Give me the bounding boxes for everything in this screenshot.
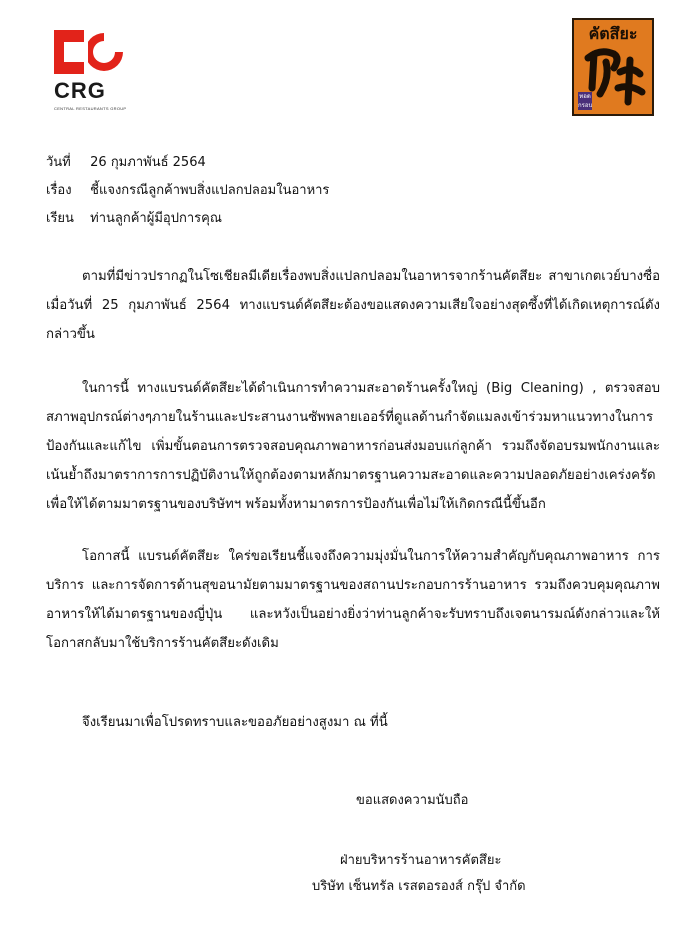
paragraph-4-text: จึงเรียนมาเพื่อโปรดทราบและขออภัยอย่างสูงมา ณ ที่นี้ xyxy=(82,715,388,730)
crg-logo xyxy=(48,30,128,120)
crg-logo-mark xyxy=(54,30,124,74)
date-line xyxy=(46,154,206,172)
paragraph-1 xyxy=(46,262,660,349)
date-label: วันที่ xyxy=(46,155,71,170)
katsuya-logo xyxy=(572,18,654,116)
katsuya-logo-tag: ทอดกรอบ xyxy=(578,93,593,109)
subject-value: ชี้แจงกรณีลูกค้าพบสิ่งแปลกปลอมในอาหาร xyxy=(90,183,330,198)
recipient-label: เรียน xyxy=(46,211,74,226)
katsuya-logo-text: คัตสึยะ xyxy=(588,24,638,43)
paragraph-2 xyxy=(46,374,660,519)
closing-respect: ขอแสดงความนับถือ xyxy=(356,793,469,808)
recipient-line xyxy=(46,210,222,228)
signature-company: บริษัท เซ็นทรัล เรสตอรองส์ กรุ๊ป จำกัด xyxy=(312,879,526,894)
paragraph-3 xyxy=(46,542,660,658)
paragraph-2-text: ในการนี้ ทางแบรนด์คัตสึยะได้ดำเนินการทำความสะอาดร้านครั้งใหญ่ (Big Cleaning) , ตรวจสอบสภาพอุปกรณ์ต่างๆภายในร้านและประสานงานซัพพลายเออร์ที่ดูแลด้านกำจัดแมลงเข้าร่วมหาแนวทางในการป้องกันและแก้ไข เพิ่มขั้นตอนการตรวจสอบคุณภาพอาหารก่อนส่งมอบแก่ลูกค้า รวมถึงจัดอบรมพนักงานและเน้นย้ำถึงมาตราการการปฏิบัติงานให้ถูกต้องตามหลักมาตรฐานความสะอาดและความปลอดภัยอย่างเคร่งครัด เพื่อให้ได้ตามมาตรฐานของบริษัทฯ พร้อมทั้งหามาตรการป้องกันเพื่อไม่ให้เกิดกรณีนี้ขึ้นอีก xyxy=(46,381,660,512)
recipient-value: ท่านลูกค้าผู้มีอุปการคุณ xyxy=(90,211,222,226)
subject-line xyxy=(46,182,329,200)
paragraph-1-text: ตามที่มีข่าวปรากฏในโซเชียลมีเดียเรื่องพบสิ่งแปลกปลอมในอาหารจากร้านคัตสึยะ สาขาเกตเวย์บางซื่อ เมื่อวันที่ 25 กุมภาพันธ์ 2564 ทางแบรนด์คัตสึยะต้องขอแสดงความเสียใจอย่างสุดซึ้งที่ได้เกิดเหตุการณ์ดังกล่าวขึ้น xyxy=(46,269,660,342)
paragraph-3-text: โอกาสนี้ แบรนด์คัตสึยะ ใคร่ขอเรียนชี้แจงถึงความมุ่งมั่นในการให้ความสำคัญกับคุณภาพอาหาร การบริการ และการจัดการด้านสุขอนามัยตามมาตรฐานของสถานประกอบการร้านอาหาร รวมถึงควบคุมคุณภาพอาหารให้ได้มาตรฐานของญี่ปุ่น และหวังเป็นอย่างยิ่งว่าท่านลูกค้าจะรับทราบถึงเจตนารมณ์ดังกล่าวและให้โอกาสกลับมาใช้บริการร้านคัตสึยะดังเดิม xyxy=(46,549,660,651)
signature-department: ฝ่ายบริหารร้านอาหารคัตสึยะ xyxy=(340,853,502,868)
crg-logo-subtitle: CENTRAL RESTAURANTS GROUP xyxy=(54,106,127,111)
paragraph-4 xyxy=(46,708,660,737)
crg-logo-text: CRG xyxy=(54,78,106,103)
date-value: 26 กุมภาพันธ์ 2564 xyxy=(90,155,206,170)
subject-label: เรื่อง xyxy=(46,183,72,198)
